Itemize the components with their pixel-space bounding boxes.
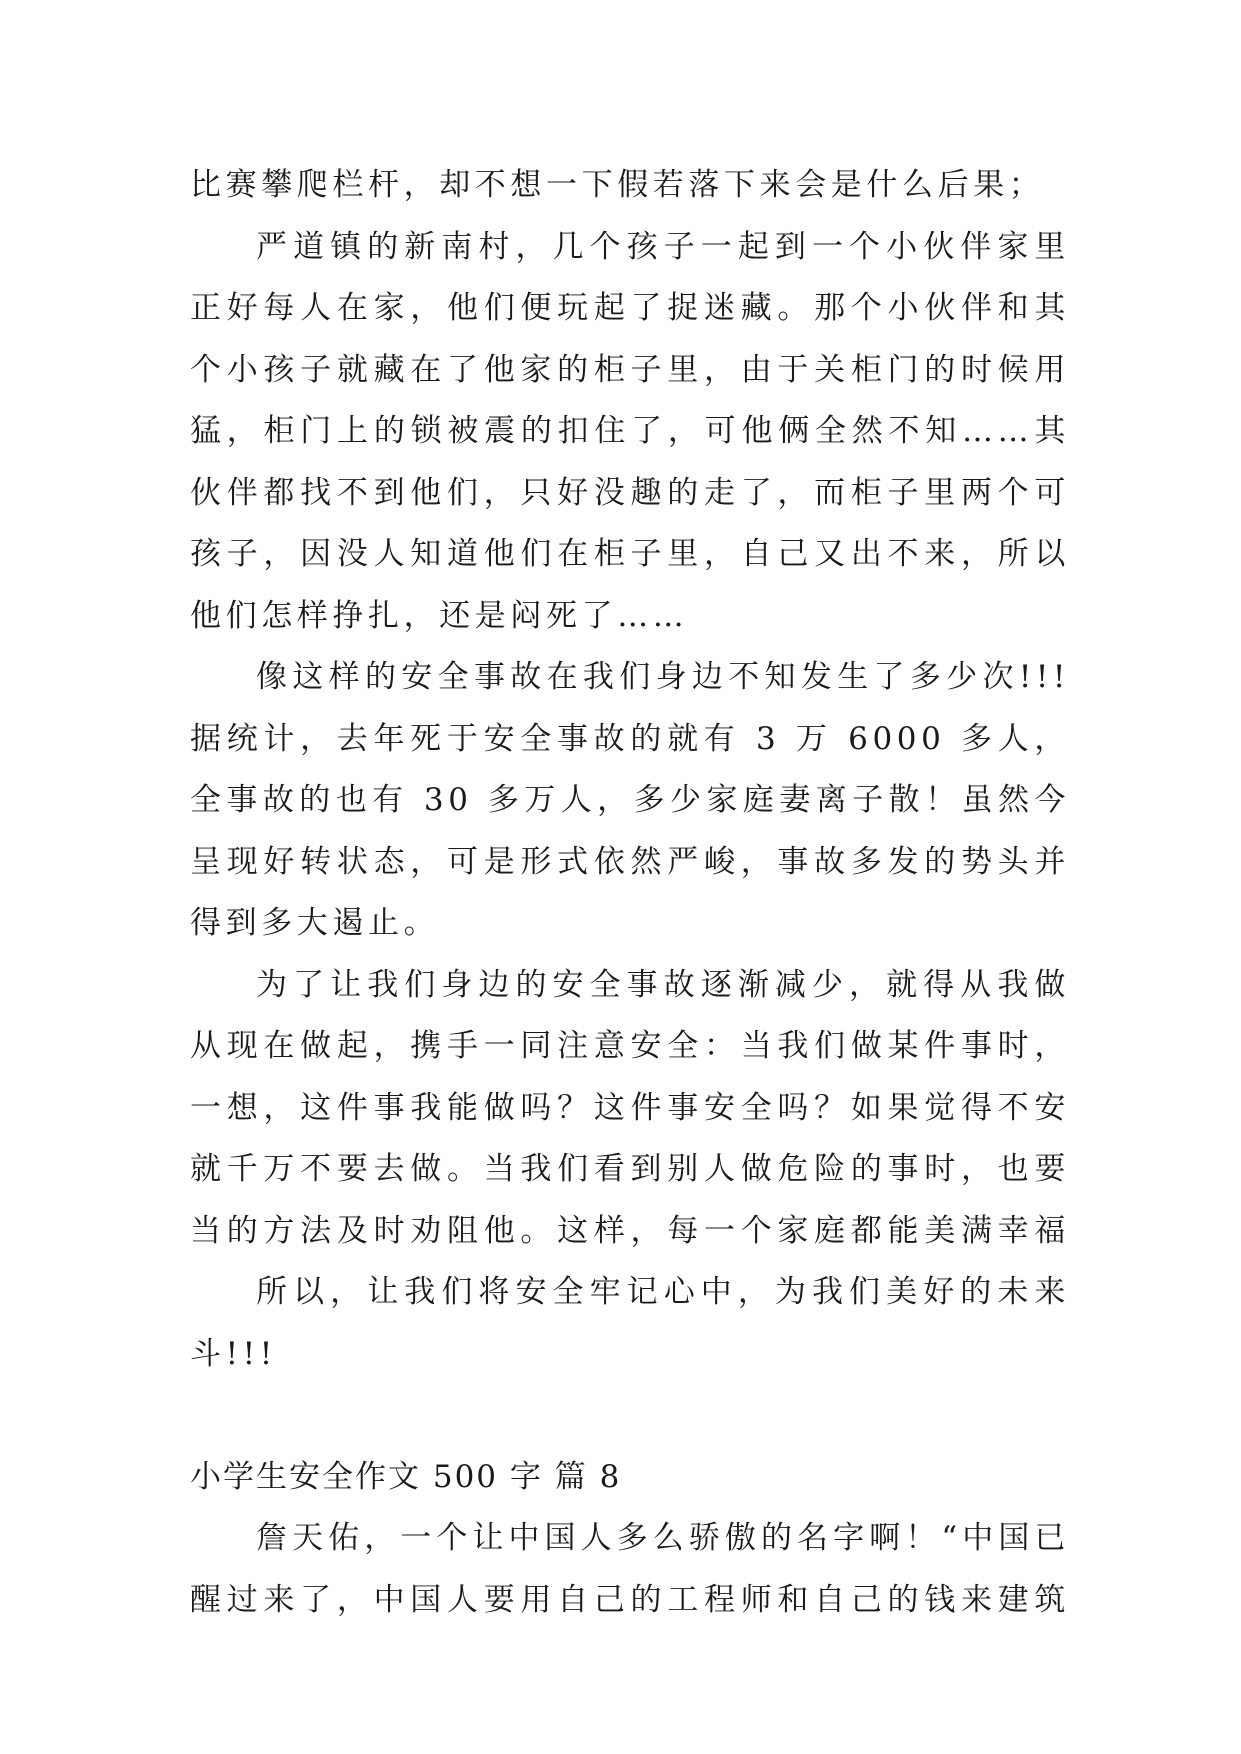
text-line: 伙伴都找不到他们，只好没趣的走了，而柜子里两个可 xyxy=(190,474,1070,511)
text-line: 全事故的也有 30 多万人，多少家庭妻离子散！虽然今 xyxy=(190,782,1070,818)
text-line: 所以，让我们将安全牢记心中，为我们美好的未来 xyxy=(256,1274,1070,1310)
text-line: 据统计，去年死于安全事故的就有 3 万 6000 多人， xyxy=(190,720,1070,757)
text-line: 个小孩子就藏在了他家的柜子里，由于关柜门的时候用 xyxy=(190,351,1070,388)
section-heading: 小学生安全作文 500 字 篇 8 xyxy=(190,1458,622,1495)
text-line: 就千万不要去做。当我们看到别人做危险的事时，也要 xyxy=(190,1151,1070,1187)
text-line: 醒过来了，中国人要用自己的工程师和自己的钱来建筑 xyxy=(190,1581,1070,1618)
essay-section-8-start xyxy=(190,1508,1070,1631)
text-line: 孩子，因没人知道他们在柜子里，自己又出不来，所以 xyxy=(190,536,1070,572)
text-line: 得到多大遏止。 xyxy=(190,905,440,941)
text-line: 詹天佑，一个让中国人多么骄傲的名字啊！“中国已 xyxy=(256,1520,1070,1556)
text-line: 猛，柜门上的锁被震的扣住了，可他俩全然不知……其 xyxy=(190,413,1070,449)
text-line: 为了让我们身边的安全事故逐渐减少，就得从我做 xyxy=(256,966,1070,1003)
text-line: 他们怎样挣扎，还是闷死了…… xyxy=(190,597,689,634)
text-line: 斗!!! xyxy=(190,1335,277,1372)
essay-section-7-tail xyxy=(190,155,1070,1385)
document-body xyxy=(190,155,1070,1631)
text-line: 像这样的安全事故在我们身边不知发生了多少次!!! xyxy=(256,659,1070,695)
text-line: 当的方法及时劝阻他。这样，每一个家庭都能美满幸福 xyxy=(190,1212,1070,1249)
text-line: 一想，这件事我能做吗？这件事安全吗？如果觉得不安 xyxy=(190,1089,1070,1126)
text-line: 正好每人在家，他们便玩起了捉迷藏。那个小伙伴和其 xyxy=(190,290,1070,326)
text-line: 比赛攀爬栏杆，却不想一下假若落下来会是什么后果； xyxy=(190,167,1045,203)
text-line: 从现在做起，携手一同注意安全：当我们做某件事时， xyxy=(190,1028,1070,1064)
section-gap xyxy=(190,1385,1070,1447)
text-line: 呈现好转状态，可是形式依然严峻，事故多发的势头并 xyxy=(190,843,1070,880)
text-line: 严道镇的新南村，几个孩子一起到一个小伙伴家里 xyxy=(256,228,1070,265)
